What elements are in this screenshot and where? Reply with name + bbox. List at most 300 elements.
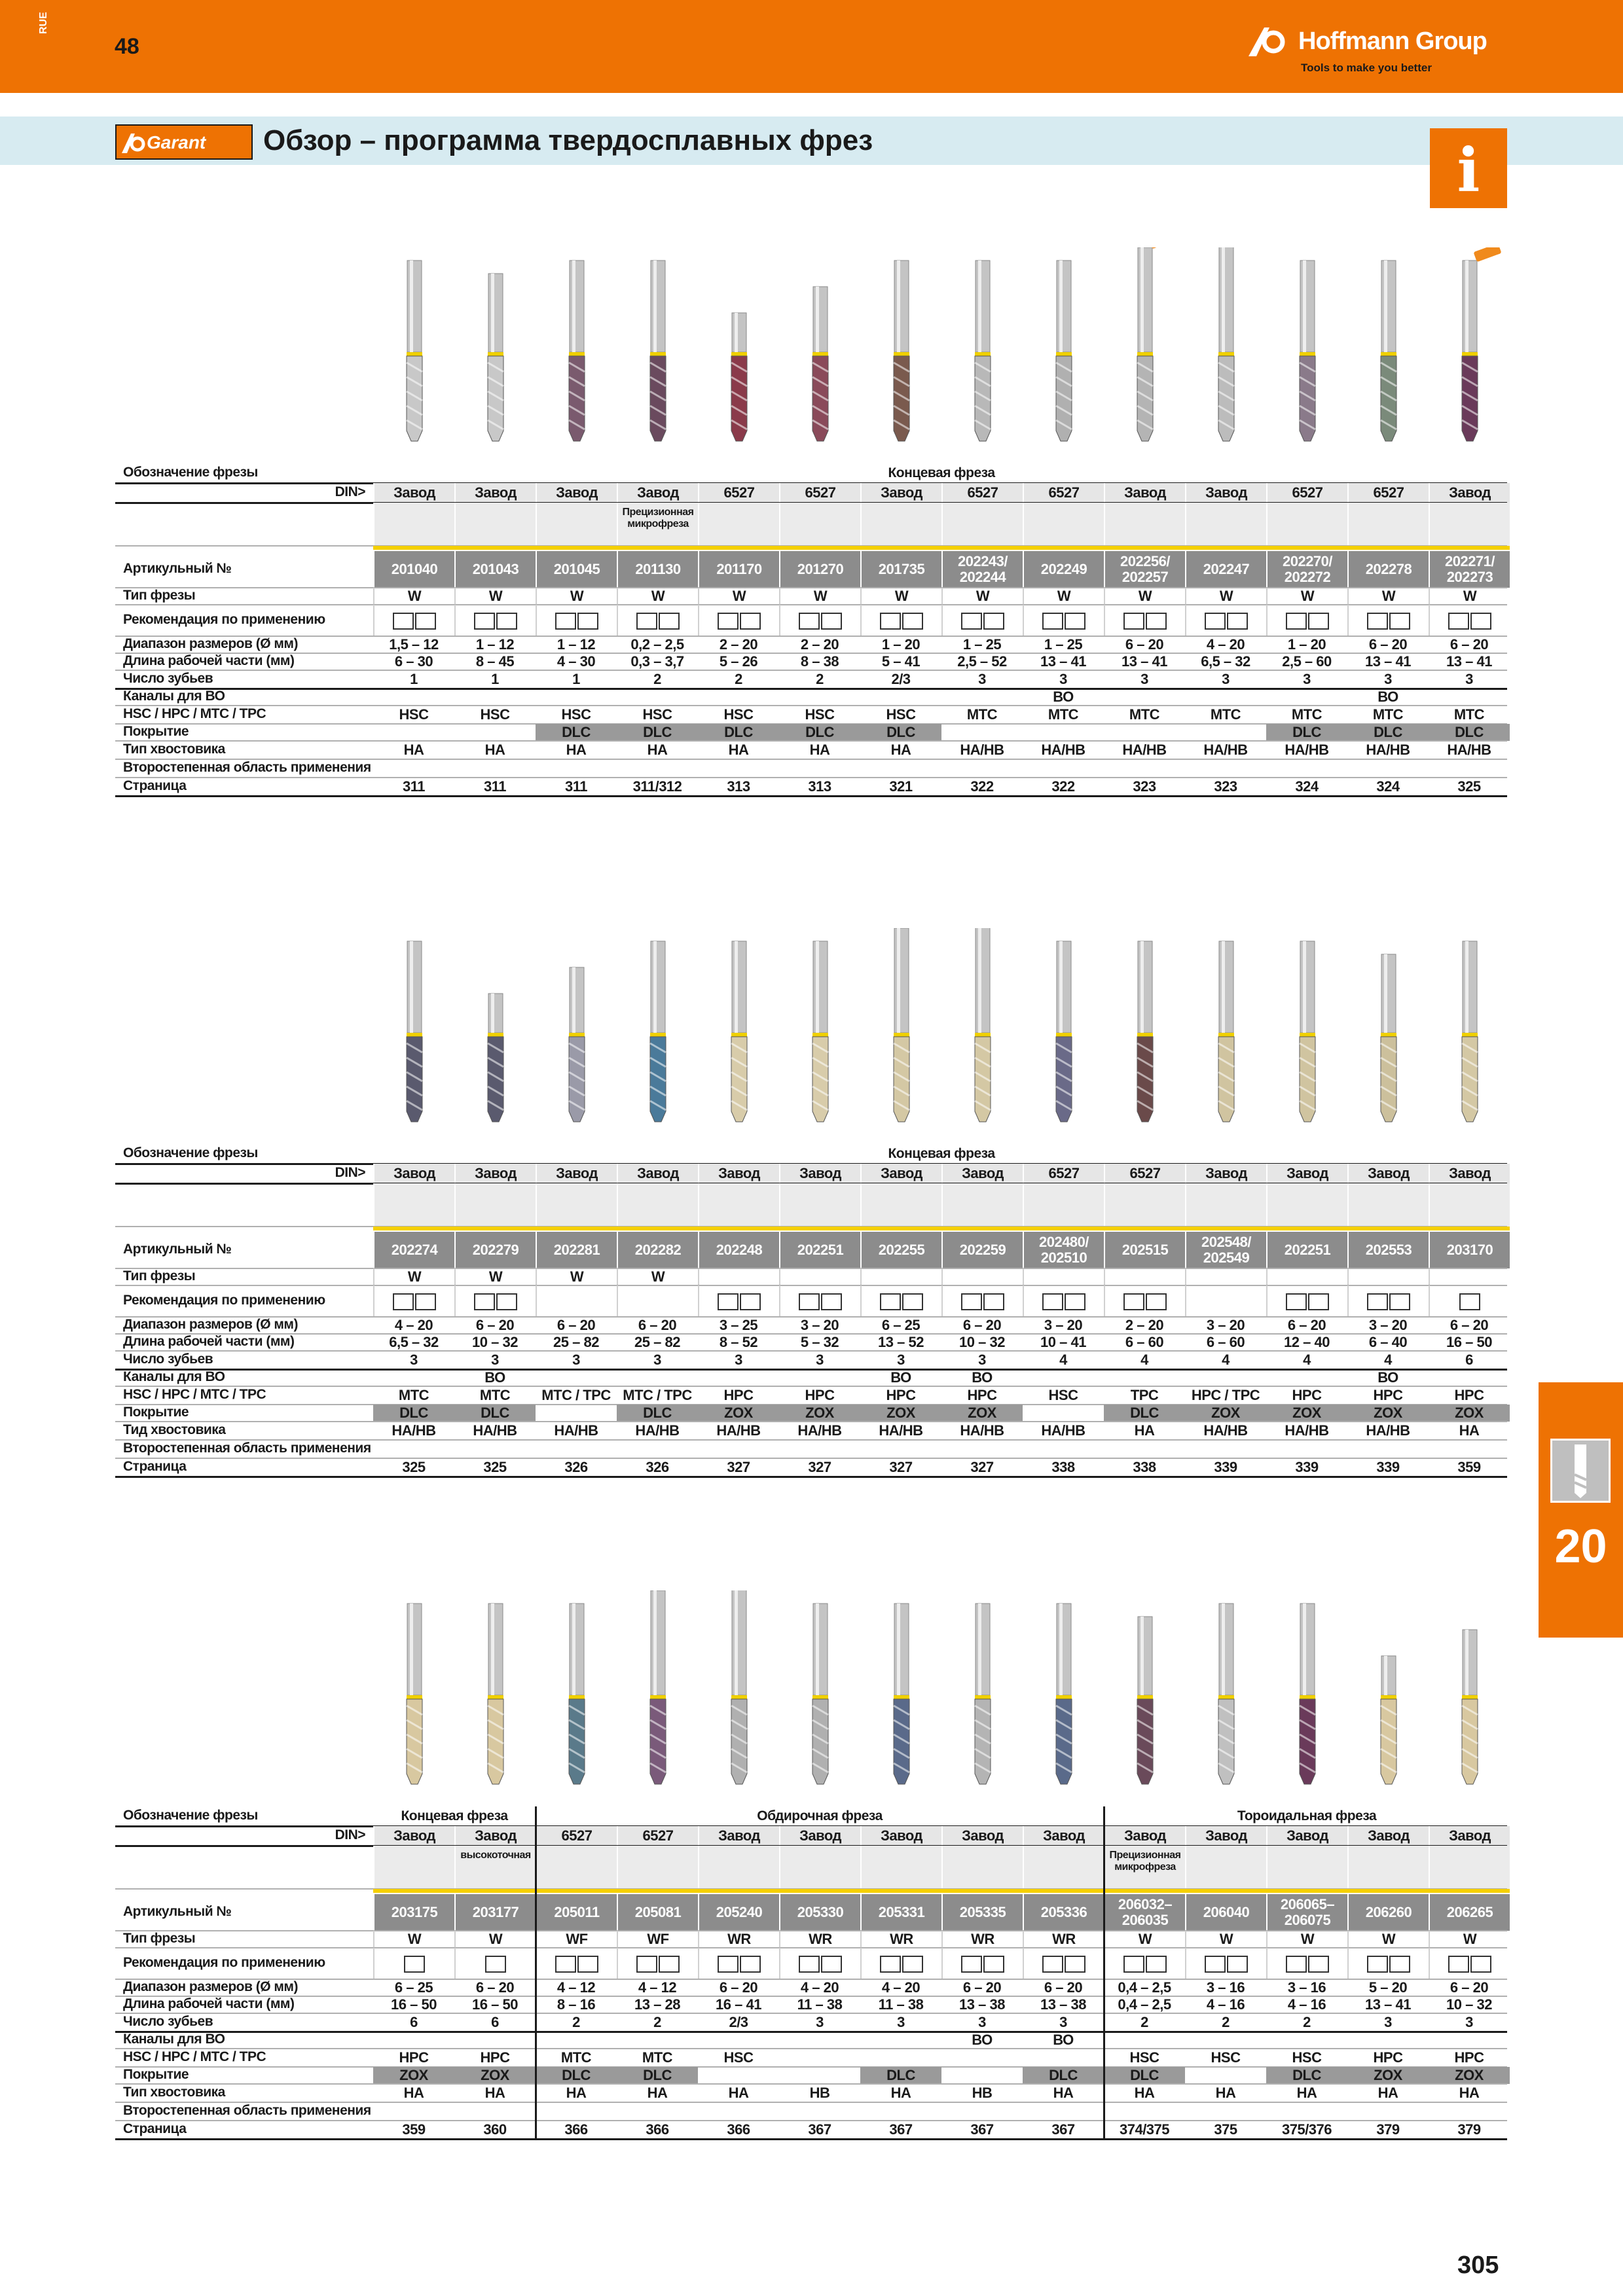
group-separator: [535, 1806, 537, 2139]
cell-secondary: [373, 759, 454, 778]
cell-coat: [941, 724, 1023, 741]
cell-din: Завод: [1104, 483, 1185, 503]
cell-hsc: HSC: [886, 706, 916, 723]
table-row: [115, 1405, 1507, 1422]
cell-din: Завод: [698, 1164, 779, 1183]
cell-din: 6527: [698, 483, 779, 503]
cell-hsc: MTC: [1372, 706, 1404, 723]
table-row: [115, 588, 1507, 605]
cell-rec: [536, 1948, 617, 1979]
info-icon[interactable]: [1430, 128, 1507, 208]
cell-secondary: [536, 1440, 617, 1458]
cell-coat: ZOX: [1429, 2067, 1510, 2084]
cell-page: 339: [1295, 1459, 1319, 1475]
cell-din: Завод: [1104, 1826, 1185, 1846]
cell-teeth: 2: [1222, 2014, 1230, 2030]
cell-shank: HA/HB: [1122, 742, 1167, 758]
cell-note: [536, 503, 617, 546]
cell-shank: HA/HB: [635, 1422, 680, 1439]
table-row: [115, 2049, 1507, 2067]
application-icon: [1042, 1293, 1063, 1310]
cell-art: 202271/ 202273: [1429, 551, 1510, 588]
garant-badge-label: Garant: [147, 132, 206, 152]
cell-teeth: 4: [1222, 1352, 1230, 1368]
cell-art: 205335: [941, 1894, 1023, 1931]
cell-coolant: [1185, 2032, 1266, 2049]
cell-type: W: [536, 588, 617, 605]
cell-dia: 6 – 20: [962, 1317, 1002, 1333]
cell-type: W: [1429, 588, 1510, 605]
cell-len: 13 – 28: [634, 1996, 680, 2013]
cell-rec: [454, 1948, 536, 1979]
table-row: [115, 1144, 1507, 1164]
cell-shank: HA: [809, 742, 830, 758]
cell-shank: HA: [647, 2085, 668, 2101]
cell-hsc: MTC: [1129, 706, 1160, 723]
tool-images: [373, 928, 1507, 1131]
cell-type: W: [373, 1931, 454, 1948]
cell-len: 13 – 41: [1365, 653, 1411, 670]
end-mill-icon: [779, 247, 860, 450]
cell-note: [698, 503, 779, 546]
cell-type: W: [941, 588, 1023, 605]
cell-shank: HA/HB: [1041, 1422, 1085, 1439]
cell-dia: 4 – 20: [800, 1979, 839, 1996]
application-icon: [496, 613, 517, 630]
end-mill-icon: [373, 1590, 454, 1793]
cell-shank: HA: [647, 742, 668, 758]
table-row: [115, 1894, 1507, 1931]
cell-len: 10 – 32: [1446, 1996, 1492, 2013]
cell-shank: HA: [1134, 2085, 1155, 2101]
cell-din: Завод: [1347, 1164, 1429, 1183]
cell-rec: [1347, 1285, 1429, 1317]
cell-dia: 6 – 20: [719, 1979, 758, 1996]
cell-coat: ZOX: [1429, 1405, 1510, 1422]
table-row: [115, 1317, 1507, 1334]
application-icon: [555, 613, 576, 630]
application-icon: [902, 613, 923, 630]
row-label: Рекомендация по применению: [123, 1955, 325, 1970]
table-row: [115, 1232, 1507, 1268]
application-icon: [1065, 613, 1085, 630]
row-label: Страница: [123, 1459, 187, 1474]
cell-secondary: [698, 1440, 779, 1458]
cell-shank: HA/HB: [960, 742, 1004, 758]
cell-rec: [1023, 1285, 1104, 1317]
tool-image: [1266, 1590, 1347, 1793]
cell-note: [1104, 503, 1185, 546]
table-row: [115, 1826, 1507, 1846]
end-mill-icon: [941, 1590, 1023, 1793]
cell-coolant: [1347, 2032, 1429, 2049]
cell-page: 323: [1214, 778, 1237, 795]
cell-len: 8 – 52: [719, 1334, 758, 1350]
cell-teeth: 2: [735, 671, 742, 687]
cell-art: 206032– 206035: [1104, 1894, 1185, 1931]
cutter-group: Концевая фреза: [401, 1808, 508, 1823]
cell-secondary: [1185, 759, 1266, 778]
cell-coat: ZOX: [373, 2067, 454, 2084]
cell-page: 327: [727, 1459, 750, 1475]
hoffmann-mark-icon: [1247, 25, 1293, 58]
cell-teeth: 3: [1465, 671, 1473, 687]
cell-page: 375: [1214, 2121, 1237, 2138]
row-label: Покрытие: [123, 2067, 189, 2082]
cell-type: W: [1266, 1931, 1347, 1948]
cell-rec: [536, 1285, 617, 1317]
cell-type: [1023, 1268, 1104, 1285]
cell-page: 326: [646, 1459, 669, 1475]
tool-image: [1266, 247, 1347, 450]
cell-rec: [373, 605, 454, 636]
row-label: Тип хвостовика: [123, 742, 225, 757]
cell-len: 13 – 52: [878, 1334, 924, 1350]
cell-din: Завод: [617, 1164, 698, 1183]
cell-hsc: HPC: [1454, 1387, 1484, 1403]
tool-image: [617, 1590, 698, 1793]
cell-page: 323: [1133, 778, 1156, 795]
table-row: [115, 759, 1507, 778]
cell-rec: [698, 605, 779, 636]
cell-page: 311: [484, 778, 506, 795]
cell-secondary: [1185, 2102, 1266, 2121]
cell-shank: HA: [728, 2085, 749, 2101]
cell-art: 201270: [779, 551, 860, 588]
cell-len: 4 – 30: [556, 653, 596, 670]
cell-rec: [1429, 1285, 1510, 1317]
row-divider: [115, 1476, 1507, 1478]
application-icon: [1227, 613, 1248, 630]
cell-rec: [860, 605, 941, 636]
cell-len: 16 – 50: [472, 1996, 518, 2013]
cell-hsc: MTC: [642, 2049, 673, 2066]
application-icon: [880, 1293, 901, 1310]
cell-dia: 3 – 20: [1368, 1317, 1408, 1333]
row-label: Диапазон размеров (Ø мм): [123, 1979, 298, 1994]
cell-coolant: [617, 2032, 698, 2049]
tool-image: [698, 928, 779, 1131]
cell-dia: 6 – 20: [1287, 1317, 1326, 1333]
tool-image: [941, 928, 1023, 1131]
cell-shank: HA/HB: [392, 1422, 436, 1439]
cell-page: 367: [808, 2121, 831, 2138]
cell-din: 6527: [1347, 483, 1429, 503]
application-icon: [555, 1956, 576, 1973]
cell-type: [779, 1268, 860, 1285]
tool-image: [373, 928, 454, 1131]
cell-shank: HB: [972, 2085, 993, 2101]
cell-hsc: [941, 2049, 1023, 2067]
cell-page: 359: [1457, 1459, 1481, 1475]
cell-teeth: 3: [491, 1352, 499, 1368]
cell-coolant: ВО: [1377, 689, 1398, 705]
catalog-page-number: 48: [115, 34, 139, 59]
tool-image: [941, 1590, 1023, 1793]
cell-hsc: HSC: [723, 2049, 754, 2066]
cell-din: 6527: [941, 483, 1023, 503]
cell-coat: DLC: [1104, 1405, 1185, 1422]
cell-dia: 6 – 20: [1044, 1979, 1083, 1996]
cell-dia: 6 – 20: [556, 1317, 596, 1333]
cell-din: Завод: [454, 483, 536, 503]
application-icon: [821, 1293, 842, 1310]
cell-type: W: [1104, 1931, 1185, 1948]
cell-coat: DLC: [617, 1405, 698, 1422]
cell-note: [373, 503, 454, 546]
cell-coolant: ВО: [1053, 2032, 1074, 2048]
cell-rec: [617, 1948, 698, 1979]
hoffmann-logo[interactable]: [1247, 25, 1509, 77]
cell-dia: 6 – 20: [1450, 1317, 1489, 1333]
table-row: [115, 1351, 1507, 1369]
cell-len: 2,5 – 60: [1282, 653, 1332, 670]
cell-rec: [860, 1285, 941, 1317]
cell-coolant: ВО: [972, 2032, 993, 2048]
end-mill-icon: [860, 247, 941, 450]
tool-image: [860, 247, 941, 450]
application-icon: [1367, 613, 1388, 630]
cell-dia: 4 – 20: [1206, 636, 1245, 653]
application-icon: [1470, 613, 1491, 630]
cell-len: 8 – 16: [556, 1996, 596, 2013]
cell-rec: [373, 1948, 454, 1979]
cell-shank: HA/HB: [1203, 1422, 1248, 1439]
cell-shank: HA: [403, 2085, 424, 2101]
cell-dia: 1 – 20: [881, 636, 921, 653]
application-icon: [961, 1956, 982, 1973]
cell-rec: [1023, 605, 1104, 636]
application-icon: [1389, 1956, 1410, 1973]
cell-din: Завод: [373, 483, 454, 503]
application-icon: [1367, 1956, 1388, 1973]
end-mill-icon: [1347, 1590, 1429, 1793]
application-icon: [1205, 1956, 1226, 1973]
application-icon: [799, 1293, 820, 1310]
cell-art: 205336: [1023, 1894, 1104, 1931]
end-mill-icon: [1429, 1590, 1510, 1793]
application-icon: [1389, 1293, 1410, 1310]
cell-note: [779, 1846, 860, 1889]
row-label: Тид хвостовика: [123, 1422, 226, 1437]
cell-type: [1347, 1268, 1429, 1285]
tool-image: [454, 1590, 536, 1793]
cell-dia: 6 – 25: [881, 1317, 921, 1333]
cell-coolant: [779, 1369, 860, 1386]
cell-coolant: [860, 689, 941, 706]
cell-hsc: MTC: [479, 1387, 511, 1403]
row-label: Покрытие: [123, 724, 189, 739]
application-icon: [821, 613, 842, 630]
cell-rec: [1185, 1948, 1266, 1979]
cell-note: [1266, 1183, 1347, 1227]
cell-rec: [698, 1285, 779, 1317]
cell-coat: [941, 2067, 1023, 2084]
cell-coat: DLC: [536, 2067, 617, 2084]
application-icon: [799, 1956, 820, 1973]
cell-coolant: ВО: [972, 1369, 993, 1386]
cell-rec: [454, 605, 536, 636]
cell-len: 13 – 41: [1040, 653, 1086, 670]
cell-coolant: ВО: [484, 1369, 505, 1386]
tool-image: [536, 1590, 617, 1793]
cell-secondary: [1429, 759, 1510, 778]
cell-len: 5 – 26: [719, 653, 758, 670]
cell-shank: HA: [1296, 2085, 1317, 2101]
cell-art: 202259: [941, 1232, 1023, 1268]
tool-image: [779, 928, 860, 1131]
cell-dia: 6 – 20: [1450, 1979, 1489, 1996]
cell-len: 5 – 32: [800, 1334, 839, 1350]
cell-dia: 6 – 20: [1450, 636, 1489, 653]
cell-hsc: HSC: [1129, 2049, 1159, 2066]
table-row: [115, 1440, 1507, 1458]
cell-teeth: 3: [1303, 671, 1311, 687]
cell-secondary: [1429, 1440, 1510, 1458]
cell-coolant: [1185, 1369, 1266, 1386]
cell-art: 205330: [779, 1894, 860, 1931]
end-mill-icon: [1429, 928, 1510, 1131]
cell-note: [1104, 1183, 1185, 1227]
cell-type: W: [454, 1931, 536, 1948]
section-3: [0, 1590, 1623, 2219]
cell-coolant: [698, 1369, 779, 1386]
language-code: RUE: [38, 12, 49, 34]
cell-page: 325: [483, 1459, 507, 1475]
cell-secondary: [454, 759, 536, 778]
tool-image: [1185, 1590, 1266, 1793]
cell-secondary: [373, 2102, 454, 2121]
table-row: [115, 1285, 1507, 1317]
cell-coat: DLC: [536, 724, 617, 741]
cell-art: 202553: [1347, 1232, 1429, 1268]
cell-coolant: [1429, 689, 1510, 706]
cell-din: 6527: [1104, 1164, 1185, 1183]
application-icon: [1286, 1956, 1307, 1973]
application-icon: [404, 1956, 425, 1973]
row-label: Каналы для ВО: [123, 1369, 225, 1384]
row-label: Артикульный №: [123, 1242, 232, 1257]
cell-art: 202279: [454, 1232, 536, 1268]
cell-teeth: 6: [410, 2014, 418, 2030]
application-icon: [415, 1293, 436, 1310]
application-icon: [1123, 613, 1144, 630]
application-icon: [821, 1956, 842, 1973]
application-icon: [1146, 1956, 1167, 1973]
cell-shank: HA/HB: [879, 1422, 923, 1439]
cell-teeth: 3: [897, 2014, 905, 2030]
cell-dia: 3 – 25: [719, 1317, 758, 1333]
cell-page: 360: [483, 2121, 507, 2138]
cell-rec: [536, 605, 617, 636]
cell-page: 327: [889, 1459, 913, 1475]
application-icon: [1286, 1293, 1307, 1310]
end-mill-icon: [1104, 247, 1185, 450]
cell-secondary: [1185, 1440, 1266, 1458]
cell-teeth: 2: [572, 2014, 580, 2030]
end-mill-icon: [454, 247, 536, 450]
end-mill-icon: [1429, 247, 1510, 450]
cell-note: [1023, 1183, 1104, 1227]
cell-shank: HA/HB: [554, 1422, 598, 1439]
cell-type: W: [617, 588, 698, 605]
cell-coolant: ВО: [1377, 1369, 1398, 1386]
row-label: Число зубьев: [123, 671, 213, 686]
cell-art: 206040: [1185, 1894, 1266, 1931]
application-icon: [961, 613, 982, 630]
cell-teeth: 3: [572, 1352, 580, 1368]
cell-dia: 5 – 20: [1368, 1979, 1408, 1996]
application-icon: [659, 613, 680, 630]
cell-coat: DLC: [373, 1405, 454, 1422]
cell-len: 13 – 41: [1365, 1996, 1411, 2013]
end-mill-icon: [1185, 247, 1266, 450]
cell-coat: DLC: [698, 724, 779, 741]
cell-din: 6527: [1023, 483, 1104, 503]
cell-art: 201735: [860, 551, 941, 588]
cell-note: [454, 503, 536, 546]
table-row: [115, 1386, 1507, 1405]
cell-hsc: MTC: [1291, 706, 1322, 723]
cell-type: W: [1347, 1931, 1429, 1948]
cell-teeth: 3: [1140, 671, 1148, 687]
table-row: [115, 1458, 1507, 1477]
section-2: [0, 928, 1623, 1556]
application-icon: [902, 1293, 923, 1310]
cell-note: [617, 1846, 698, 1889]
table-row: [115, 1369, 1507, 1386]
brand-tagline: Tools to make you better: [1301, 62, 1432, 74]
application-icon: [1308, 1293, 1329, 1310]
cell-teeth: 2: [816, 671, 824, 687]
cell-dia: 4 – 20: [394, 1317, 433, 1333]
cell-shank: HA: [1053, 2085, 1074, 2101]
page-title: Обзор – программа твердосплавных фрез: [263, 124, 873, 156]
cell-hsc: MTC / TPC: [541, 1387, 611, 1403]
cell-art: 202251: [1266, 1232, 1347, 1268]
cell-secondary: [941, 1440, 1023, 1458]
cell-hsc: HPC: [1454, 2049, 1484, 2066]
cell-page: 366: [646, 2121, 669, 2138]
end-mill-icon: [617, 247, 698, 450]
cell-page: 379: [1457, 2121, 1481, 2138]
cell-coolant: [1104, 689, 1185, 706]
application-icon: [577, 613, 598, 630]
cell-len: 6 – 40: [1368, 1334, 1408, 1350]
end-mill-icon: [617, 1590, 698, 1793]
cell-coolant: ВО: [890, 1369, 911, 1386]
cell-coat: DLC: [779, 724, 860, 741]
cell-secondary: [1266, 1440, 1347, 1458]
cell-din: 6527: [536, 1826, 617, 1846]
cell-rec: [1104, 1285, 1185, 1317]
cell-shank: HA: [566, 2085, 587, 2101]
cell-coolant: [1266, 1369, 1347, 1386]
cell-page: 367: [889, 2121, 913, 2138]
cell-coat: [1185, 2067, 1266, 2084]
cell-secondary: [779, 759, 860, 778]
cell-rec: [698, 1948, 779, 1979]
yellow-divider: [373, 1227, 1510, 1230]
cell-din: Завод: [1185, 1826, 1266, 1846]
row-label: Артикульный №: [123, 561, 232, 576]
tool-image: [617, 928, 698, 1131]
row-label: HSC / HPC / MTC / TPC: [123, 2049, 266, 2064]
cell-rec: [1266, 605, 1347, 636]
cell-hsc: [779, 2049, 860, 2067]
end-mill-icon: [698, 1590, 779, 1793]
application-icon: [799, 613, 820, 630]
